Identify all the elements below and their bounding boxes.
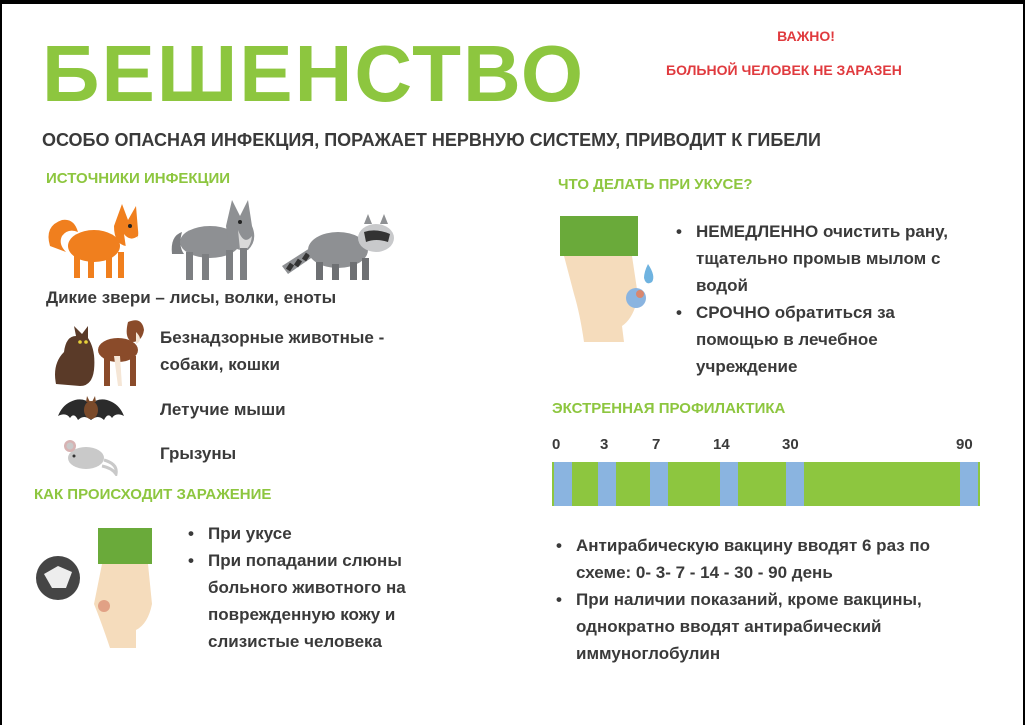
washed-leg-icon	[558, 214, 668, 344]
schedule-marker	[598, 462, 616, 506]
poster	[2, 4, 1023, 725]
bat-icon	[56, 394, 126, 430]
transmission-list	[184, 520, 474, 655]
stray-animals-line2: собаки, кошки	[160, 355, 280, 374]
bats-text: Летучие мыши	[160, 400, 286, 419]
schedule-day-label: 7	[652, 436, 661, 453]
page-title: БЕШЕНСТВО	[42, 29, 586, 118]
fox-icon	[44, 196, 144, 282]
schedule-day-label: 90	[956, 436, 973, 453]
schedule-day-label: 30	[782, 436, 799, 453]
list-item: • При попадании слюны больного животного на поврежденную кожу и слизистые человека	[184, 547, 474, 655]
list-item: • СРОЧНО обратиться за помощью в лечебное учреждение	[672, 299, 972, 380]
prophylaxis-list	[552, 532, 972, 667]
schedule-day-label: 3	[600, 436, 609, 453]
not-contagious-notice: БОЛЬНОЙ ЧЕЛОВЕК НЕ ЗАРАЗЕН	[666, 62, 902, 78]
important-label: ВАЖНО!	[777, 28, 835, 44]
schedule-marker	[554, 462, 572, 506]
transmission-heading: КАК ПРОИСХОДИТ ЗАРАЖЕНИЕ	[34, 486, 272, 503]
schedule-day-label: 14	[713, 436, 730, 453]
wolf-icon	[168, 196, 264, 284]
vaccination-schedule-bar	[552, 462, 980, 506]
stray-animals-line1: Безнадзорные животные -	[160, 328, 385, 347]
sources-heading: ИСТОЧНИКИ ИНФЕКЦИИ	[46, 170, 231, 187]
subtitle: ОСОБО ОПАСНАЯ ИНФЕКЦИЯ, ПОРАЖАЕТ НЕРВНУЮ СИСТЕМУ, ПРИВОДИТ К ГИБЕЛИ	[42, 130, 821, 150]
cat-dog-icon	[52, 310, 152, 390]
wild-animals-text: Дикие звери – лисы, волки, еноты	[46, 288, 337, 307]
list-item: • При наличии показаний, кроме вакцины, однократно вводят антирабический иммуноглобулин	[552, 586, 972, 667]
schedule-marker	[720, 462, 738, 506]
list-item: • Антирабическую вакцину вводят 6 раз по схеме: 0- 3- 7 - 14 - 30 - 90 день	[552, 532, 972, 586]
bite-actions-list	[672, 218, 972, 380]
schedule-marker	[650, 462, 668, 506]
stray-animals-text	[160, 324, 384, 378]
schedule-day-label: 0	[552, 436, 561, 453]
rodents-text: Грызуны	[160, 444, 237, 463]
list-item: • НЕМЕДЛЕННО очистить рану, тщательно промыв мылом с водой	[672, 218, 972, 299]
raccoon-icon	[280, 208, 400, 282]
prophylaxis-heading: ЭКСТРЕННАЯ ПРОФИЛАКТИКА	[552, 400, 786, 417]
list-item: • При укусе	[184, 520, 474, 547]
schedule-marker	[786, 462, 804, 506]
bitten-leg-icon	[32, 524, 162, 652]
schedule-marker	[960, 462, 978, 506]
mouse-icon	[62, 434, 122, 476]
bite-actions-heading: ЧТО ДЕЛАТЬ ПРИ УКУСЕ?	[558, 176, 753, 193]
